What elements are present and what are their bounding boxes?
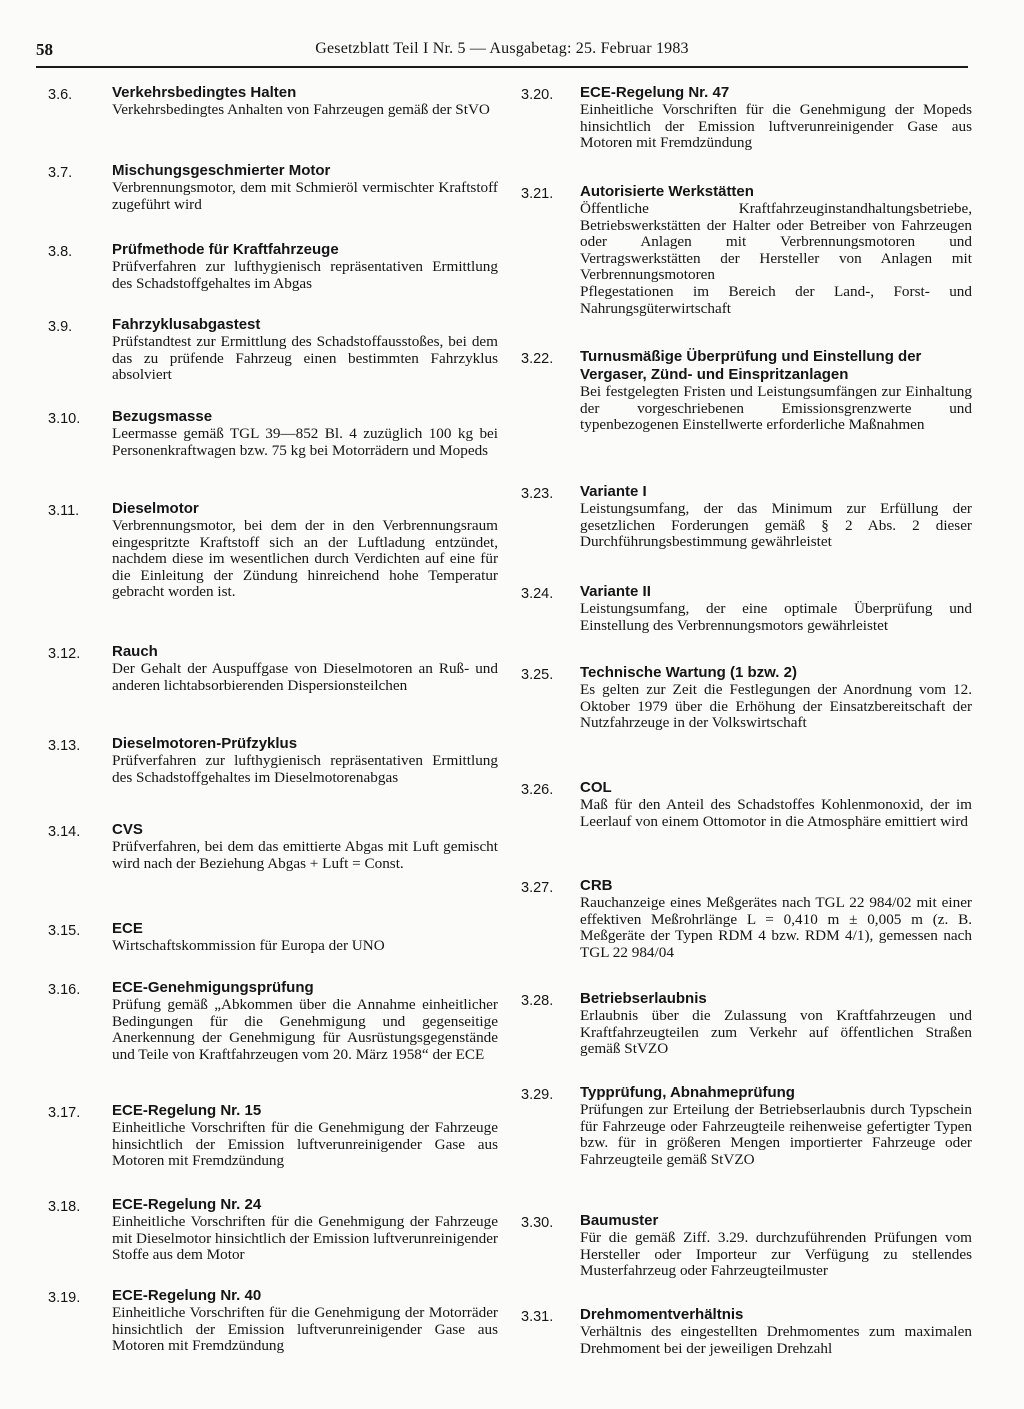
section-number: 3.18. [48, 1199, 81, 1215]
definition-line: Verkehrsbedingtes Anhalten von Fahrzeugen gemäß der StVO [112, 101, 490, 118]
definition-text [112, 259, 498, 292]
definition-term: CVS [112, 821, 143, 838]
definition-term: ECE-Regelung Nr. 40 [112, 1287, 262, 1304]
definition-line: Maß für den Anteil des Schadstoffes Kohlenmonoxid, der im Leerlauf von einem Ottomotor in die Atmosphäre emittiert wird [580, 796, 972, 830]
definition-line: Prüfstandtest zur Ermittlung des Schadstoffausstoßes, bei dem das zu prüfende Fahrzeug einen bestimmten Fahrzyklus absolviert [112, 333, 498, 384]
definition-term: Rauch [112, 643, 158, 660]
definition-entry [36, 920, 498, 955]
definition-entry [36, 643, 498, 694]
definition-text [112, 334, 498, 384]
definition-entry [520, 483, 972, 551]
definition-term: Fahrzyklusabgastest [112, 316, 261, 333]
definition-term: Drehmomentverhältnis [580, 1306, 744, 1323]
definition-line: Erlaubnis über die Zulassung von Kraftfahrzeugen und Kraftfahrzeugteilen zum Verkehr auf öffentlichen Straßen gemäß StVZO [580, 1007, 972, 1058]
definition-entry [36, 821, 498, 872]
section-number: 3.22. [521, 351, 554, 367]
definition-entry [36, 408, 498, 459]
definition-text [112, 426, 498, 459]
definition-text [580, 895, 972, 961]
publication-title: Gesetzblatt Teil I Nr. 5 — Ausgabetag: 25. Februar 1983 [315, 40, 689, 57]
definition-line: Es gelten zur Zeit die Festlegungen der Anordnung vom 12. Oktober 1979 über die Erhöhung der Einsatzbereitschaft der Nutzfahrzeuge in der Volkswirtschaft [580, 681, 972, 732]
definition-term: Mischungsgeschmierter Motor [112, 162, 331, 179]
section-number: 3.15. [48, 923, 81, 939]
definition-entry [520, 990, 972, 1058]
definition-entry [36, 979, 498, 1063]
section-number: 3.17. [48, 1105, 81, 1121]
section-number: 3.11. [48, 503, 80, 519]
definition-term: Baumuster [580, 1212, 659, 1229]
section-number: 3.9. [48, 319, 73, 335]
section-number: 3.16. [48, 982, 81, 998]
definition-term: ECE-Regelung Nr. 15 [112, 1102, 262, 1119]
definition-entry [520, 1212, 972, 1280]
definition-term: Bezugsmasse [112, 408, 213, 425]
definition-line: Pflegestationen im Bereich der Land-, Forst- und Nahrungsgüterwirtschaft [580, 282, 972, 317]
section-number: 3.25. [521, 667, 554, 683]
definition-text [580, 501, 972, 551]
definition-entry [36, 500, 498, 601]
definition-entry [520, 348, 972, 434]
definition-term: Turnusmäßige Überprüfung und Einstellung der Vergaser, Zünd- und Einspritzanlagen [580, 348, 922, 383]
section-number: 3.14. [48, 824, 81, 840]
definition-entry [36, 84, 498, 119]
definition-line: Einheitliche Vorschriften für die Genehmigung der Fahrzeuge hinsichtlich der Emission luftverunreinigender Gase aus Motoren mit Fremdzündung [112, 1119, 498, 1170]
definition-entry [520, 183, 972, 317]
definition-text [112, 997, 498, 1063]
definition-line: Für die gemäß Ziff. 3.29. durchzuführenden Prüfungen vom Hersteller oder Importeur zur Verfügung zu stellendes Musterfahrzeug oder Fahrzeugteilmuster [580, 1229, 972, 1280]
definition-text [112, 1120, 498, 1170]
definition-text [112, 1305, 498, 1355]
definition-term: Prüfmethode für Kraftfahrzeuge [112, 241, 339, 258]
definition-term: ECE-Genehmigungsprüfung [112, 979, 314, 996]
definition-entry [520, 84, 972, 152]
definition-text [112, 1214, 498, 1264]
definition-text [580, 1102, 972, 1168]
definition-term: ECE-Regelung Nr. 24 [112, 1196, 262, 1213]
definition-text [112, 753, 498, 786]
definition-line: Öffentliche Kraftfahrzeuginstandhaltungsbetriebe, Betriebswerkstätten der Halter oder Betreiber von Fahrzeugen oder Anlagen mit Verbrennungsmotoren und Vertragswerkstätten der Hersteller von Anlagen mit Verbrennungsmotoren [580, 200, 972, 284]
definition-entry [520, 877, 972, 961]
section-number: 3.6. [48, 87, 73, 103]
definition-text [112, 661, 498, 694]
definition-text [112, 102, 498, 119]
section-number: 3.28. [521, 993, 554, 1009]
definition-entry [36, 316, 498, 384]
definition-entry [520, 779, 972, 830]
definition-term: Dieselmotor [112, 500, 199, 517]
definition-text [580, 384, 972, 434]
definition-entry [36, 1102, 498, 1170]
definition-line: Prüfung gemäß „Abkommen über die Annahme einheitlicher Bedingungen für die Genehmigung und gegenseitige Anerkennung der Genehmigung für Ausrüstungsgegenstände und Teile von Kraftfahrzeugen vom 20. März 1958“ der ECE [112, 996, 498, 1063]
definition-text [580, 682, 972, 732]
section-number: 3.7. [48, 165, 73, 181]
definition-term: COL [580, 779, 612, 796]
definition-line: Leermasse gemäß TGL 39—852 Bl. 4 zuzüglich 100 kg bei Personenkraftwagen bzw. 75 kg bei Motorrädern und Mopeds [112, 425, 498, 459]
definition-text [112, 938, 498, 955]
section-number: 3.19. [48, 1290, 81, 1306]
definition-entry [36, 162, 498, 213]
definition-term: ECE-Regelung Nr. 47 [580, 84, 730, 101]
section-number: 3.31. [521, 1309, 554, 1325]
section-number: 3.12. [48, 646, 81, 662]
definition-term: Variante II [580, 583, 651, 600]
definition-term: CRB [580, 877, 613, 894]
definition-line: Verbrennungsmotor, dem mit Schmieröl vermischter Kraftstoff zugeführt wird [112, 179, 498, 213]
definition-term: Dieselmotoren-Prüfzyklus [112, 735, 298, 752]
page-number: 58 [36, 40, 53, 59]
definition-text [580, 201, 972, 317]
definition-text [112, 518, 498, 601]
definition-text [580, 1324, 972, 1357]
definition-line: Prüfverfahren zur lufthygienisch repräsentativen Ermittlung des Schadstoffgehaltes im Abgas [112, 258, 498, 292]
definition-term: ECE [112, 920, 143, 937]
definition-line: Wirtschaftskommission für Europa der UNO [112, 937, 385, 954]
section-number: 3.21. [521, 186, 554, 202]
definition-line: Einheitliche Vorschriften für die Genehmigung der Fahrzeuge mit Dieselmotor hinsichtlich der Emission luftverunreinigender Stoffe aus dem Motor [112, 1213, 498, 1264]
definition-term: Autorisierte Werkstätten [580, 183, 754, 200]
definition-term: Betriebserlaubnis [580, 990, 707, 1007]
definition-line: Einheitliche Vorschriften für die Genehmigung der Motorräder hinsichtlich der Emission luftverunreinigender Gase aus Motoren mit Fremdzündung [112, 1304, 498, 1355]
definition-entry [520, 664, 972, 732]
definition-entry [36, 1287, 498, 1355]
section-number: 3.8. [48, 244, 73, 260]
definition-line: Verbrennungsmotor, bei dem der in den Verbrennungsraum eingespritzte Kraftstoff sich an der Luftladung entzündet, nachdem diese im wesentlichen durch Verdichten auf eine für die Einleitung der Zündung hinreichend hohe Temperatur gebracht worden ist. [112, 517, 498, 601]
section-number: 3.24. [521, 586, 554, 602]
definition-text [580, 797, 972, 830]
definition-line: Leistungsumfang, der das Minimum zur Erfüllung der gesetzlichen Forderungen gemäß § 2 Abs. 2 dieser Durchführungsbestimmung gewährleistet [580, 500, 972, 551]
definition-entry [520, 1306, 972, 1357]
definition-line: Rauchanzeige eines Meßgerätes nach TGL 22 984/02 mit einer effektiven Meßrohrlänge L = 0,410 m ± 0,005 m (z. B. Meßgeräte der Typen RDM 4 bzw. RDM 4/1), gemessen nach TGL 22 984/04 [580, 894, 972, 961]
definition-line: Prüfverfahren zur lufthygienisch repräsentativen Ermittlung des Schadstoffgehaltes im Dieselmotorenabgas [112, 752, 498, 786]
definition-text [580, 1008, 972, 1058]
definition-entry [520, 1084, 972, 1168]
definition-term: Variante I [580, 483, 647, 500]
definition-text [112, 180, 498, 213]
definition-term: Verkehrsbedingtes Halten [112, 84, 297, 101]
definition-term: Typprüfung, Abnahmeprüfung [580, 1084, 795, 1101]
section-number: 3.10. [48, 411, 81, 427]
definition-text [580, 601, 972, 634]
definition-line: Leistungsumfang, der eine optimale Überprüfung und Einstellung des Verbrennungsmotors gewährleistet [580, 600, 972, 634]
section-number: 3.27. [521, 880, 554, 896]
section-number: 3.29. [521, 1087, 554, 1103]
definition-line: Bei festgelegten Fristen und Leistungsumfängen zur Einhaltung der vorgeschriebenen Emissionsgrenzwerte und typenbezogenen Einstellwerte erforderliche Maßnahmen [580, 383, 972, 434]
section-number: 3.20. [521, 87, 554, 103]
definition-text [580, 102, 972, 152]
definition-term: Technische Wartung (1 bzw. 2) [580, 664, 797, 681]
definition-entry [36, 241, 498, 292]
page-header [36, 38, 968, 68]
definition-text [580, 1230, 972, 1280]
definition-entry [520, 583, 972, 634]
definition-line: Der Gehalt der Auspuffgase von Dieselmotoren an Ruß- und anderen lichtabsorbierenden Dispersionsteilchen [112, 660, 498, 694]
definition-line: Prüfverfahren, bei dem das emittierte Abgas mit Luft gemischt wird nach der Beziehung Abgas + Luft = Const. [112, 838, 498, 872]
section-number: 3.30. [521, 1215, 554, 1231]
section-number: 3.13. [48, 738, 81, 754]
definition-text [112, 839, 498, 872]
definition-line: Prüfungen zur Erteilung der Betriebserlaubnis durch Typschein für Fahrzeuge oder Fahrzeugteile reihenweise gefertigter Typen bzw. für in größeren Mengen importierter Fahrzeuge oder Fahrzeugteile gemäß StVZO [580, 1101, 972, 1168]
definition-line: Einheitliche Vorschriften für die Genehmigung der Mopeds hinsichtlich der Emission luftverunreinigender Gase aus Motoren mit Fremdzündung [580, 101, 972, 152]
definition-entry [36, 735, 498, 786]
section-number: 3.26. [521, 782, 554, 798]
definition-line: Verhältnis des eingestellten Drehmomentes zum maximalen Drehmoment bei der jeweiligen Drehzahl [580, 1323, 972, 1357]
definition-entry [36, 1196, 498, 1264]
section-number: 3.23. [521, 486, 554, 502]
